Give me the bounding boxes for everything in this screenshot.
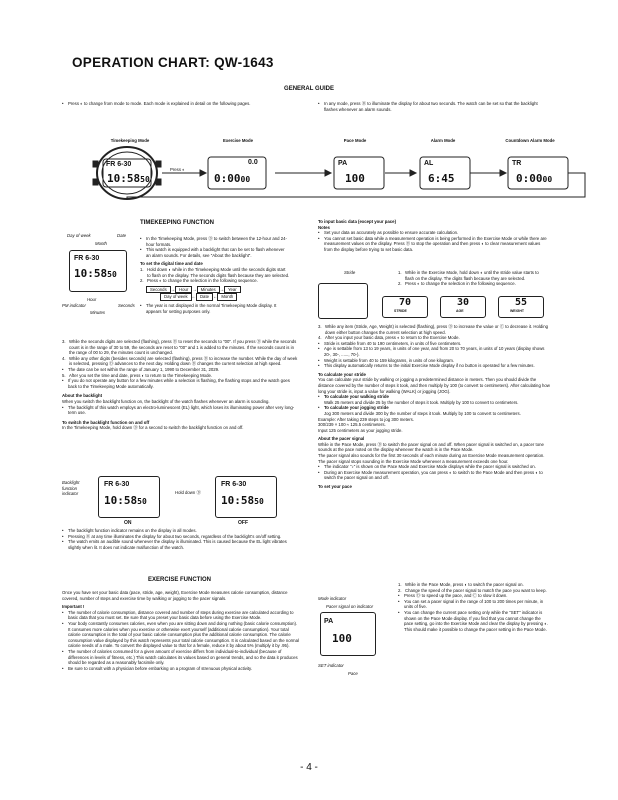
- ex-top-display: 0.0: [248, 159, 258, 166]
- age-value: 30: [440, 296, 486, 318]
- exercise-text: Once you have set your basic data (pace, stride, age, weight), Exercise Mode measures calorie consumption, distance covered, number of steps and exercise time by walking or jogging to the pacer signals. Important ! • The number of calorie consumption, distance covered and number of steps during exercise are calculated according to basic data that you must set. Be sure that you preset your basic data before using the Exercise Mode. • Your body constantly consumes calories, even when you are sitting down and doing nothing (basic calorie consumption). It consumes more calories when you exercise or otherwise exert yourself (additional calorie consumption). Your total calorie consumption is the total of your basic calorie consumption plus the additional calorie consumption. The calorie consumption value displayed by this watch represents your total calorie consumption. It is calculated based on the normal calorie needs of a male. To convert the displayed value to that for a female, reduce it by about 5% (multiply it by .95). • The number of calories consumed for a given amount of exercise differs from individual-to-individual (because of differences in levels of fitness, etc.) This watch calculates its values based on general trends, and so the data it produces should be regarded as a reasonably facsimile only. • Be sure to consult with a physician before embarking on a program of strenuous physical activity.: [62, 590, 300, 671]
- sequence-diagram: Seconds → Hour → Minutes → Year Day of week ← Date ← Month: [146, 286, 290, 301]
- stride-steps: 1. While in the Exercise Mode, hold down ◐ until the stride value starts to flash on the display. The digits flash because they are selected. 2. Press ◐ to change the selection in the following sequence.: [398, 270, 539, 287]
- label-day-of-week: Day of week: [67, 233, 91, 238]
- tk-day-display: FR 6-30: [106, 161, 132, 168]
- alarm-value-display: 6:45: [428, 172, 455, 185]
- fig-day: FR 6-30: [74, 255, 100, 262]
- timekeeping-intro: • In the Timekeeping Mode, press Ⓓ to switch between the 12-hour and 24-hour formats. • This watch is equipped with a backlight that can be set to flash whenever an alarm sounds. For details, see "About the backlight". To set the digital time and date 1. Hold down ◐ while in the Timekeeping Mode until the seconds digits start to flash on the display. The seconds digits flash because they are selected. 2. Press ◐ to change the selection in the following sequence. Seconds → Hour → Minutes → Year Day of week ← Date ← Month • The year is not displayed in the normal Timekeeping Mode display. It appears for setting purposes only.: [140, 236, 290, 314]
- watch-display-stride: [318, 283, 368, 319]
- pacer-indicator-label: Pacer signal on indicator: [326, 604, 374, 609]
- label-minutes: Minutes: [90, 310, 106, 315]
- fig-pace-val: 100: [332, 632, 352, 645]
- label-hour: Hour: [87, 297, 97, 302]
- fig-pace-top: PA: [324, 618, 334, 625]
- backlight-notes: • The backlight function indicator remains on the display in all modes. • Pressing Ⓑ at any time illuminates the display for about two seconds, regardless of the backlight's on/off setting. • The watch emits an audible sound whenever the display is illuminated. This is caused because the EL light vibrates slightly when lit. It does not indicate malfunction of the watch.: [62, 528, 300, 550]
- mode-indicator-label: Mode indicator: [318, 596, 347, 601]
- general-guide-heading: GENERAL GUIDE: [284, 86, 334, 92]
- stride-tag: STRIDE: [394, 309, 407, 313]
- ex-time-display: 0:0000: [214, 172, 251, 185]
- off-day: FR 6-30: [221, 481, 247, 488]
- pace-value-display: 100: [345, 172, 365, 185]
- weight-value: 55: [498, 296, 544, 318]
- timekeeping-heading: TIMEKEEPING FUNCTION: [140, 220, 215, 226]
- off-time: 10:5850: [221, 494, 264, 507]
- mode-label-pace: Pace Mode: [343, 138, 367, 143]
- on-time: 10:5850: [104, 494, 147, 507]
- timekeeping-figure: [65, 233, 125, 303]
- backlight-indicator-label: Backlight function indicator: [62, 480, 80, 497]
- weight-tag: WEIGHT: [510, 309, 524, 313]
- mode-label-alarm: Alarm Mode: [430, 138, 456, 143]
- exercise-heading: EXERCISE FUNCTION: [148, 577, 212, 583]
- off-label: OFF: [238, 520, 248, 526]
- label-month: Month: [95, 241, 107, 246]
- stride-label: Stride: [344, 270, 356, 275]
- set-pace-steps: 1. While in the Pace Mode, press ◐ to switch the pacer signal on. 2. Change the speed of the pacer signal to match the pace you want to keep. • Press Ⓓ to speed up the pace, and Ⓒ to slow it down. • You can set a pacer signal in the range of 100 to 200 times per minute, in units of five. • You can change the current pace setting only while the "SET" indicator is shown on the Pace Mode display. If you find that you cannot change the pace setting, go into the Exercise Mode and clear the display by pressing ◐. This should make it possible to change the pacer setting in the Pace Mode.: [398, 582, 548, 632]
- mode-label-countdown: Countdown Alarm Mode: [505, 138, 555, 143]
- press-label: Press ◐: [170, 167, 185, 172]
- page-number: - 4 -: [300, 762, 318, 773]
- timekeeping-steps: 3. While the seconds digits are selected (flashing), press Ⓓ to reset the seconds to "00". If you press Ⓓ while the seconds count is in the range of 30 to 59, the seconds are reset to "00" and 1 is added to the minutes. If the seconds count is in the range of 00 to 29, the minutes count is unchanged. 4. While any other digits (besides seconds) are selected (flashing), press Ⓓ to increase the number. While the day of week is selected, pressing Ⓓ advances to the next day. Holding down Ⓓ changes the current selection at high speed. • The date can be set within the range of January 1, 1990 to December 31, 2029. 5. After you set the time and date, press ◐ to return to the Timekeeping Mode. • If you do not operate any button for a few minutes while a selection is flashing, the flashing stops and the watch goes back to the Timekeeping Mode automatically. About the backlight When you switch the backlight function on, the backlight of the watch flashes whenever an alarm is sounding. • The backlight of this watch employs an electro-luminescent (EL) light, which loses its illuminating power after very long-term use. To switch the backlight function on and off In the Timekeeping Mode, hold down Ⓓ for a second to switch the backlight function on and off.: [62, 339, 300, 431]
- age-tag: AGE: [456, 309, 464, 313]
- label-pm: PM indicator: [62, 303, 86, 308]
- mode-label-exercise: Exercise Mode: [222, 138, 254, 143]
- tk-time-display: 10:5850: [107, 172, 150, 185]
- stride-value: 70: [382, 296, 428, 318]
- basic-data-sequence: [372, 296, 552, 320]
- input-basic-data: To input basic data (except your pace) Notes • Set your data as accurately as possible to ensure accurate calculation. • You cannot set basic data while a measurement operation is being performed in the Exercise Mode or while there are measurement values on the display. Press Ⓓ to stop the operation and then press ◐ to clear measurement values from the display before trying to set basic data.: [318, 219, 550, 253]
- set-indicator-label: SET indicator: [318, 663, 344, 668]
- alarm-top-display: AL: [424, 160, 434, 167]
- cd-value-display: 0:0000: [516, 172, 553, 185]
- label-date: Date: [117, 233, 127, 238]
- mode-label-timekeeping: Timekeeping Mode: [110, 138, 150, 143]
- pace-top-display: PA: [338, 160, 348, 167]
- on-day: FR 6-30: [104, 481, 130, 488]
- page-title: OPERATION CHART: QW-1643: [72, 55, 274, 70]
- general-right-text: • In any mode, press Ⓑ to illuminate the display for about two seconds. The watch can be set so that the backlight flashes whenever an alarm sounds.: [318, 101, 548, 112]
- pace-label: Pace: [348, 671, 358, 676]
- cd-top-display: TR: [512, 160, 522, 167]
- hold-label: Hold down Ⓓ: [175, 490, 201, 495]
- on-label: ON: [124, 520, 132, 526]
- fig-time: 10:5850: [74, 267, 117, 280]
- label-seconds: Seconds: [118, 303, 135, 308]
- general-left-text: • Press ◐ to change from mode to mode. Each mode is explained in detail on the following pages.: [62, 101, 292, 107]
- right-main-text: 3. While any item (Stride, Age, Weight) is selected (flashing), press Ⓓ to increase the value or Ⓒ to decrease it. Holding down either button changes the current selection at high speed. 4. After you input your basic data, press ◐ to return to the Exercise Mode. • Stride is settable from 40 to 190 centimeters, in units of five centimeters. • Age is settable from 13 to 19 years, in units of one year, and from 20 to 70 years, in units of 10 years (display shows 20-, 30-, ......, 70-). • Weight is settable from 40 to 159 kilograms, in units of one kilogram. • This display automatically returns to the initial Exercise Mode display if no button is operated for a few minutes. To calculate your stride You can calculate your stride by walking or jogging a predetermined distance in meters. Then you should divide the distance covered by the number of steps it took, and then multiply by 100 (to convert to centimeters). After calculating how long your stride is, input a value for walking (WALK) or jogging (JOG). • To calculate your walking stride Walk 25 meters and divide 25 by the number of steps it took. Multiply by 100 to convert to centimeters. • To calculate your jogging stride Jog 300 meters and divide 300 by the number of steps it took. Multiply by 100 to convert to centimeters. Example: After taking 239 steps to jog 300 meters. 300/239 × 100 ≈ 125.5 centimeters. Input 125 centimeters as your jogging stride. About the pacer signal While in the Pace Mode, press Ⓓ to switch the pacer signal on and off. When pacer signal is switched on, a pacer tone sounds at the pace noted on the display whenever the watch is in the Pace Mode. The pacer signal also sounds for the first 30 seconds of each minute during an Exercise Mode measurement operation. The pacer signal stops sounding in the Exercise Mode whenever a measurement exceeds one hour. • The indicator "♪" is shown on the Pace Mode and Exercise Mode displays while the pacer signal is switched on. • During an Exercise Mode measurement operation, you can press ◐ to switch to the Pace Mode and then press ◐ to switch the pacer signal on and off. To set your pace: [318, 324, 550, 490]
